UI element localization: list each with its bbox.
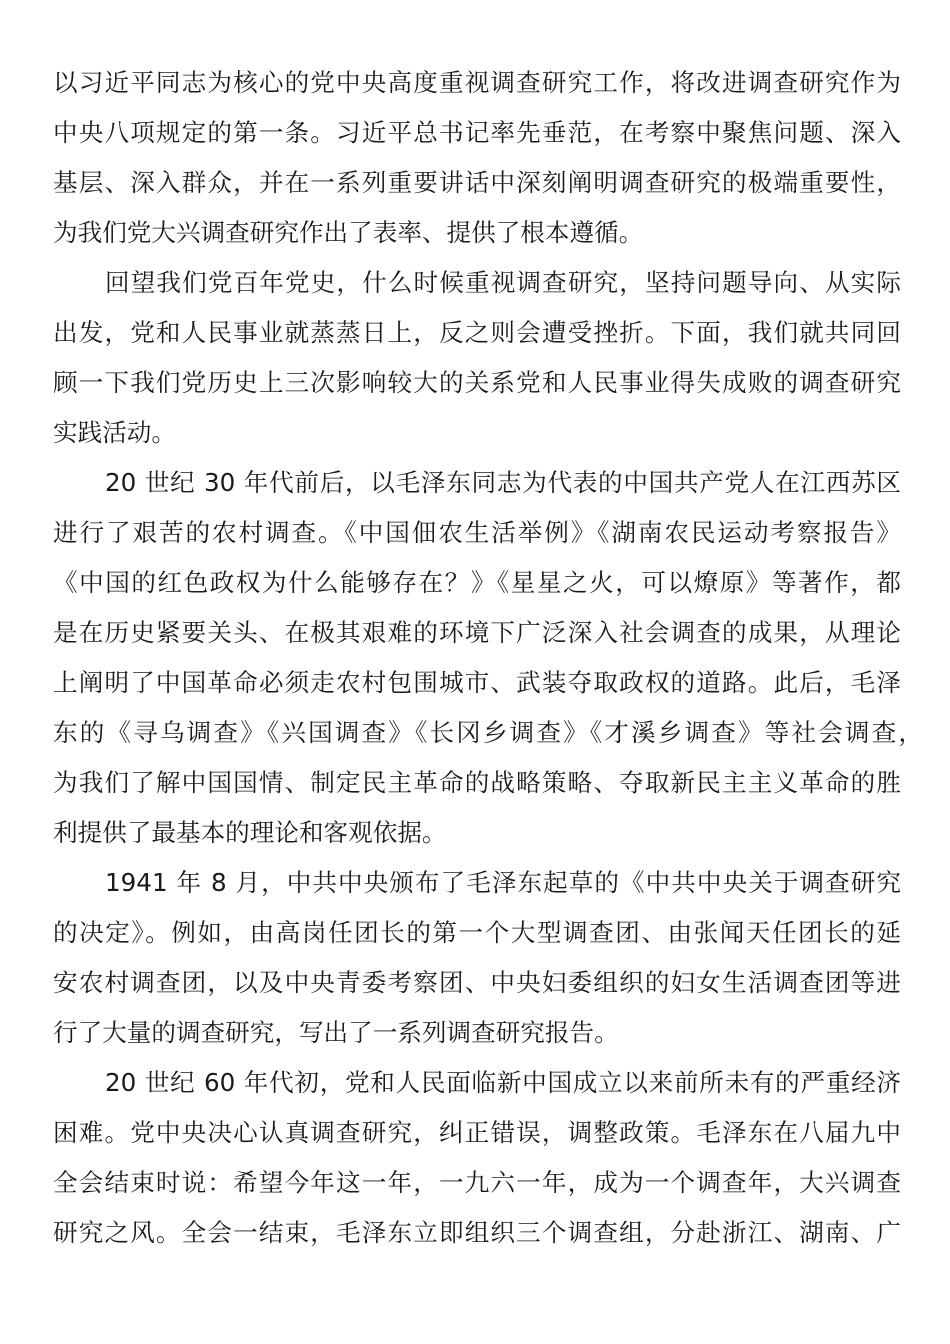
text-line: 基层、深入群众，并在一系列重要讲话中深刻阐明调查研究的极端重要性， — [53, 168, 901, 197]
text-line: 的决定》。例如，由高岗任团长的第一个大型调查团、由张闻天任团长的延 — [53, 918, 901, 947]
text-line: 上阐明了中国革命必须走农村包围城市、武装夺取政权的道路。此后，毛泽 — [53, 668, 901, 697]
text-line: 安农村调查团，以及中央青委考察团、中央妇委组织的妇女生活调查团等进 — [53, 968, 901, 997]
text-line: 中央八项规定的第一条。习近平总书记率先垂范，在考察中聚焦问题、深入 — [53, 118, 901, 147]
text-line: 进行了艰苦的农村调查。《中国佃农生活举例》《湖南农民运动考察报告》 — [53, 518, 901, 547]
text-line: 20 世纪 60 年代初，党和人民面临新中国成立以来前所未有的严重经济 — [105, 1068, 901, 1097]
text-line: 困难。党中央决心认真调查研究，纠正错误，调整政策。毛泽东在八届九中 — [53, 1118, 901, 1147]
text-line: 利提供了最基本的理论和客观依据。 — [53, 818, 447, 847]
paragraph-4 — [53, 858, 901, 1058]
text-line: 出发，党和人民事业就蒸蒸日上，反之则会遭受挫折。下面，我们就共同回 — [53, 318, 901, 347]
paragraph-5 — [53, 1058, 901, 1258]
text-line: 为我们了解中国国情、制定民主革命的战略策略、夺取新民主主义革命的胜 — [53, 768, 901, 797]
text-line: 实践活动。 — [53, 418, 176, 447]
text-line: 以习近平同志为核心的党中央高度重视调查研究工作，将改进调查研究作为 — [53, 68, 901, 97]
text-line: 是在历史紧要关头、在极其艰难的环境下广泛深入社会调查的成果，从理论 — [53, 618, 901, 647]
text-line: 全会结束时说：希望今年这一年，一九六一年，成为一个调查年，大兴调查 — [53, 1168, 901, 1197]
text-line: 《中国的红色政权为什么能够存在？》《星星之火，可以燎原》等著作，都 — [53, 568, 901, 597]
paragraph-3 — [53, 458, 923, 858]
text-line: 东的《寻乌调查》《兴国调查》《长冈乡调查》《才溪乡调查》等社会调查， — [53, 718, 923, 747]
text-line: 20 世纪 30 年代前后，以毛泽东同志为代表的中国共产党人在江西苏区 — [105, 468, 901, 497]
text-line: 回望我们党百年党史，什么时候重视调查研究，坚持问题导向、从实际 — [105, 268, 901, 297]
text-line: 行了大量的调查研究，写出了一系列调查研究报告。 — [53, 1018, 619, 1047]
text-line: 为我们党大兴调查研究作出了表率、提供了根本遵循。 — [53, 218, 644, 247]
text-line: 顾一下我们党历史上三次影响较大的关系党和人民事业得失成败的调查研究 — [53, 368, 901, 397]
paragraph-1 — [53, 58, 901, 258]
text-line: 1941 年 8 月，中共中央颁布了毛泽东起草的《中共中央关于调查研究 — [105, 868, 901, 897]
paragraph-2 — [53, 258, 901, 458]
document-body — [53, 58, 923, 1258]
text-line: 研究之风。全会一结束，毛泽东立即组织三个调查组，分赴浙江、湖南、广 — [53, 1218, 901, 1247]
